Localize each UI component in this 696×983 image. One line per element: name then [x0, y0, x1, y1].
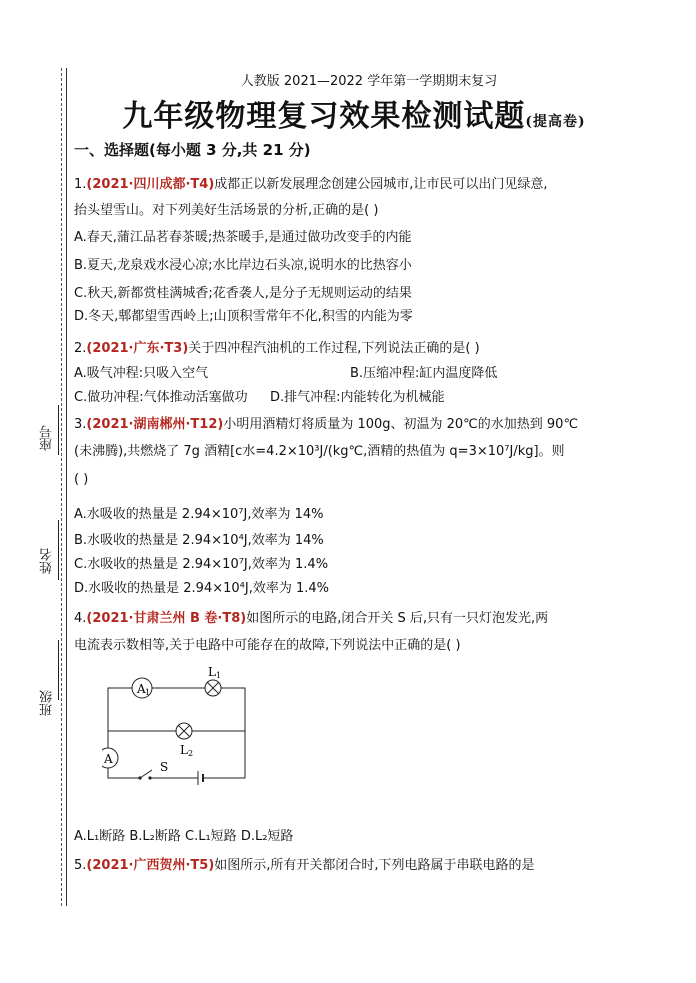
q3-option-d[interactable]: D.水吸收的热量是 2.94×10⁴J,效率为 1.4% [74, 581, 329, 596]
seat-underline [58, 405, 59, 455]
lamp-l1-subscript: 1 [216, 671, 222, 680]
q3-stem-1: 小明用酒精灯将质量为 100g、初温为 20℃的水加热到 90℃ [223, 417, 579, 432]
q2-stem: 关于四冲程汽油机的工作过程,下列说法正确的是( ) [188, 341, 480, 356]
q2-source: (2021·广东·T3) [86, 341, 189, 356]
question-5 [74, 854, 634, 878]
lamp-l2-subscript: 2 [188, 749, 194, 758]
q4-stem-2: 电流表示数相等,关于电路中可能存在的故障,下列说法中正确的是( ) [74, 638, 461, 653]
paper-content [74, 70, 634, 878]
ammeter-a1-label: A [137, 682, 146, 696]
q4-options[interactable]: A.L₁断路 B.L₂断路 C.L₁短路 D.L₂短路 [74, 829, 294, 844]
question-4 [74, 606, 634, 850]
class-label: 班级 [40, 690, 55, 716]
q3-number: 3. [74, 417, 87, 432]
q4-number: 4. [74, 611, 87, 626]
q5-source: (2021·广西贺州·T5) [86, 858, 215, 873]
section-heading: 一、选择题(每小题 3 分,共 21 分) [74, 141, 311, 159]
binding-dashed-line [61, 68, 62, 906]
wire-right [207, 688, 245, 778]
q1-stem-1: 成都正以新发展理念创建公园城市,让市民可以出门见绿意, [214, 177, 548, 192]
wire-left-top [108, 688, 132, 731]
q3-option-b[interactable]: B.水吸收的热量是 2.94×10⁴J,效率为 14% [74, 533, 324, 548]
paper-title [74, 91, 634, 135]
q1-stem-2: 抬头望雪山。对下列美好生活场景的分析,正确的是( ) [74, 203, 379, 218]
lamp-l2-label: L [180, 743, 188, 757]
ammeter-a1-subscript: 1 [145, 688, 151, 697]
question-3 [74, 412, 634, 602]
switch-s-label: S [160, 760, 169, 774]
q4-stem-1: 如图所示的电路,闭合开关 S 后,只有一只灯泡发光,两 [246, 611, 549, 626]
q1-number: 1. [74, 177, 87, 192]
paper-title-text: 九年级物理复习效果检测试题 [122, 99, 526, 134]
q1-option-c[interactable]: C.秋天,新都赏桂满城香;花香袭人,是分子无规则运动的结果 [74, 286, 412, 301]
q1-option-d[interactable]: D.冬天,郫都望雪西岭上;山顶积雪常年不化,积雪的内能为零 [74, 309, 413, 324]
q1-source: (2021·四川成都·T4) [86, 177, 215, 192]
seat-label: 座号 [40, 425, 55, 451]
paper-title-tag: (提高卷) [525, 114, 586, 130]
name-label: 姓名 [40, 548, 55, 574]
q3-option-a[interactable]: A.水吸收的热量是 2.94×10⁷J,效率为 14% [74, 507, 324, 522]
q1-option-b[interactable]: B.夏天,龙泉戏水浸心凉;水比岸边石头凉,说明水的比热容小 [74, 258, 412, 273]
q3-option-c[interactable]: C.水吸收的热量是 2.94×10⁷J,效率为 1.4% [74, 557, 329, 572]
q2-option-c[interactable]: C.做功冲程:气体推动活塞做功 [74, 390, 248, 405]
class-underline [58, 640, 59, 700]
ammeter-a-label: A [104, 752, 113, 766]
q4-source: (2021·甘肃兰州 B 卷·T8) [86, 611, 247, 626]
question-2 [74, 336, 634, 410]
lamp-l1-label: L [208, 666, 216, 679]
name-underline [58, 520, 59, 580]
q2-option-b[interactable]: B.压缩冲程:缸内温度降低 [350, 366, 498, 381]
q2-option-a[interactable]: A.吸气冲程:只吸入空气 [74, 366, 209, 381]
binding-line [66, 68, 67, 906]
q3-source: (2021·湖南郴州·T12) [86, 417, 224, 432]
q3-stem-2: (未沸腾),共燃烧了 7g 酒精[c水=4.2×10³J/(kg℃,酒精的热值为 q=3×10⁷J/kg]。则 [74, 444, 565, 459]
question-1 [74, 172, 634, 326]
q2-option-d[interactable]: D.排气冲程:内能转化为机械能 [270, 390, 445, 405]
q2-number: 2. [74, 341, 87, 356]
q5-stem: 如图所示,所有开关都闭合时,下列电路属于串联电路的是 [214, 858, 535, 873]
q5-number: 5. [74, 858, 87, 873]
q1-option-a[interactable]: A.春天,蒲江品茗春茶暖;热茶暖手,是通过做功改变手的内能 [74, 230, 412, 245]
paper-subtitle: 人教版 2021—2022 学年第一学期期末复习 [240, 74, 498, 89]
q3-stem-3: ( ) [74, 472, 89, 487]
wire-to-switch [108, 768, 140, 778]
circuit-diagram [102, 666, 282, 796]
